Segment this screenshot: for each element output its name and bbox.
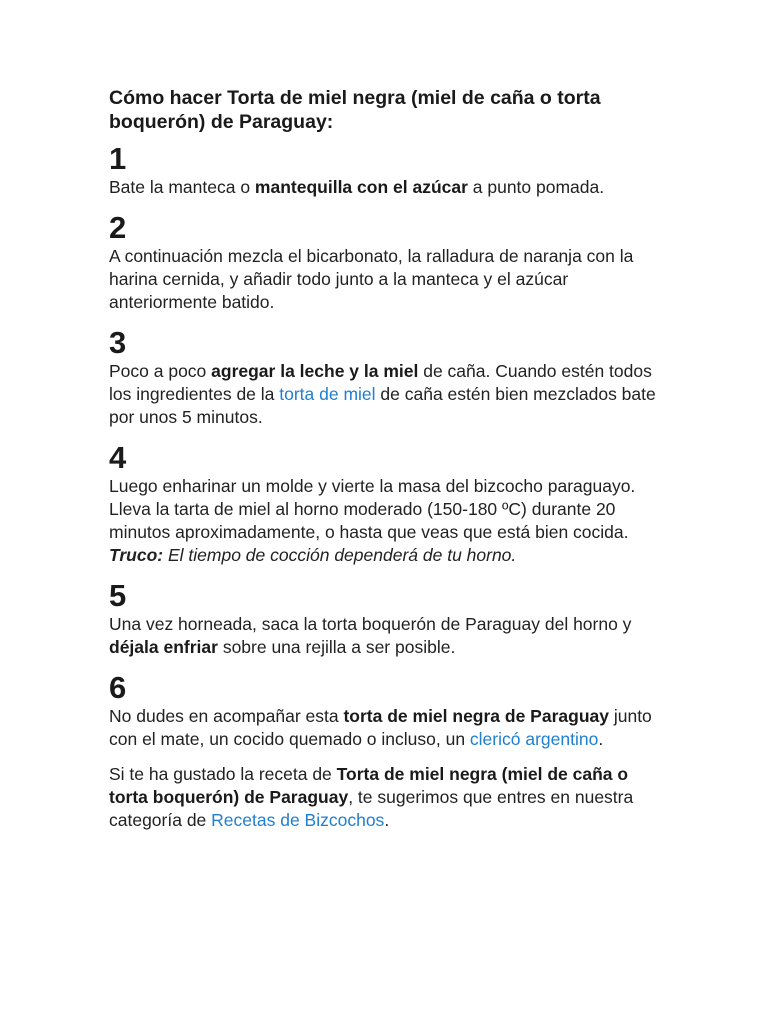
text-run: Si te ha gustado la receta de [109,764,337,784]
step-5 [109,579,669,659]
text-run: , te sugerimos que entres en nuestra categoría de [109,787,634,830]
text-run: A continuación mezcla el bicarbonato, la ralladura de naranja con la harina cernida, y añadir todo junto a la manteca y el azúcar anteriormente batido. [109,246,634,312]
step-number: 5 [109,578,127,613]
text-run: a punto pomada. [467,177,605,197]
step-text [109,705,669,751]
step-2 [109,211,669,314]
recetas-de-bizcochos-link[interactable]: Recetas de Bizcochos [211,810,385,830]
bold-text: torta de miel negra de Paraguay [343,706,609,726]
step-number: 1 [109,141,127,176]
step-number: 3 [109,325,127,360]
step-3 [109,326,669,429]
step-4 [109,441,669,567]
step-text [109,613,669,659]
text-run: junto con el mate, un cocido quemado o incluso, un [109,706,652,749]
step-number: 2 [109,210,127,245]
text-run: Bate la manteca o [109,177,255,197]
bold-text: Torta de miel negra (miel de caña o torta boquerón) de Paraguay [109,764,629,807]
text-run: . [598,729,604,749]
text-run: de caña. Cuando estén todos los ingredientes de la [109,361,652,404]
bold-text: déjala enfriar [109,637,218,657]
tip-label: Truco: [109,545,164,565]
step-text [109,245,669,314]
closing-paragraph [109,763,669,832]
step-number: 6 [109,670,127,705]
text-run: Luego enharinar un molde y vierte la masa del bizcocho paraguayo. Lleva la tarta de miel al horno moderado (150-180 ºC) durante 20 minutos aproximadamente, o hasta que veas que está bien cocida. [109,476,636,542]
text-run: Una vez horneada, saca la torta boquerón de Paraguay del horno y [109,614,632,634]
step-6 [109,671,669,751]
text-run: Poco a poco [109,361,212,381]
step-text [109,176,669,199]
text-run: No dudes en acompañar esta [109,706,344,726]
step-number: 4 [109,440,127,475]
bold-text: agregar la leche y la miel [211,361,419,381]
recipe-document [109,86,669,832]
text-run: sobre una rejilla a ser posible. [217,637,456,657]
text-run: . [384,810,390,830]
text-run: de caña estén bien mezclados bate por unos 5 minutos. [109,384,656,427]
tip-text: El tiempo de cocción dependerá de tu horno. [163,545,517,565]
tip-note [109,544,669,567]
step-1 [109,142,669,199]
torta-de-miel-link[interactable]: torta de miel [279,384,376,404]
step-text [109,475,669,544]
recipe-title: Cómo hacer Torta de miel negra (miel de caña o torta boquerón) de Paraguay: [109,87,601,133]
step-text [109,360,669,429]
bold-text: mantequilla con el azúcar [254,177,468,197]
clerico-argentino-link[interactable]: clericó argentino [469,729,599,749]
